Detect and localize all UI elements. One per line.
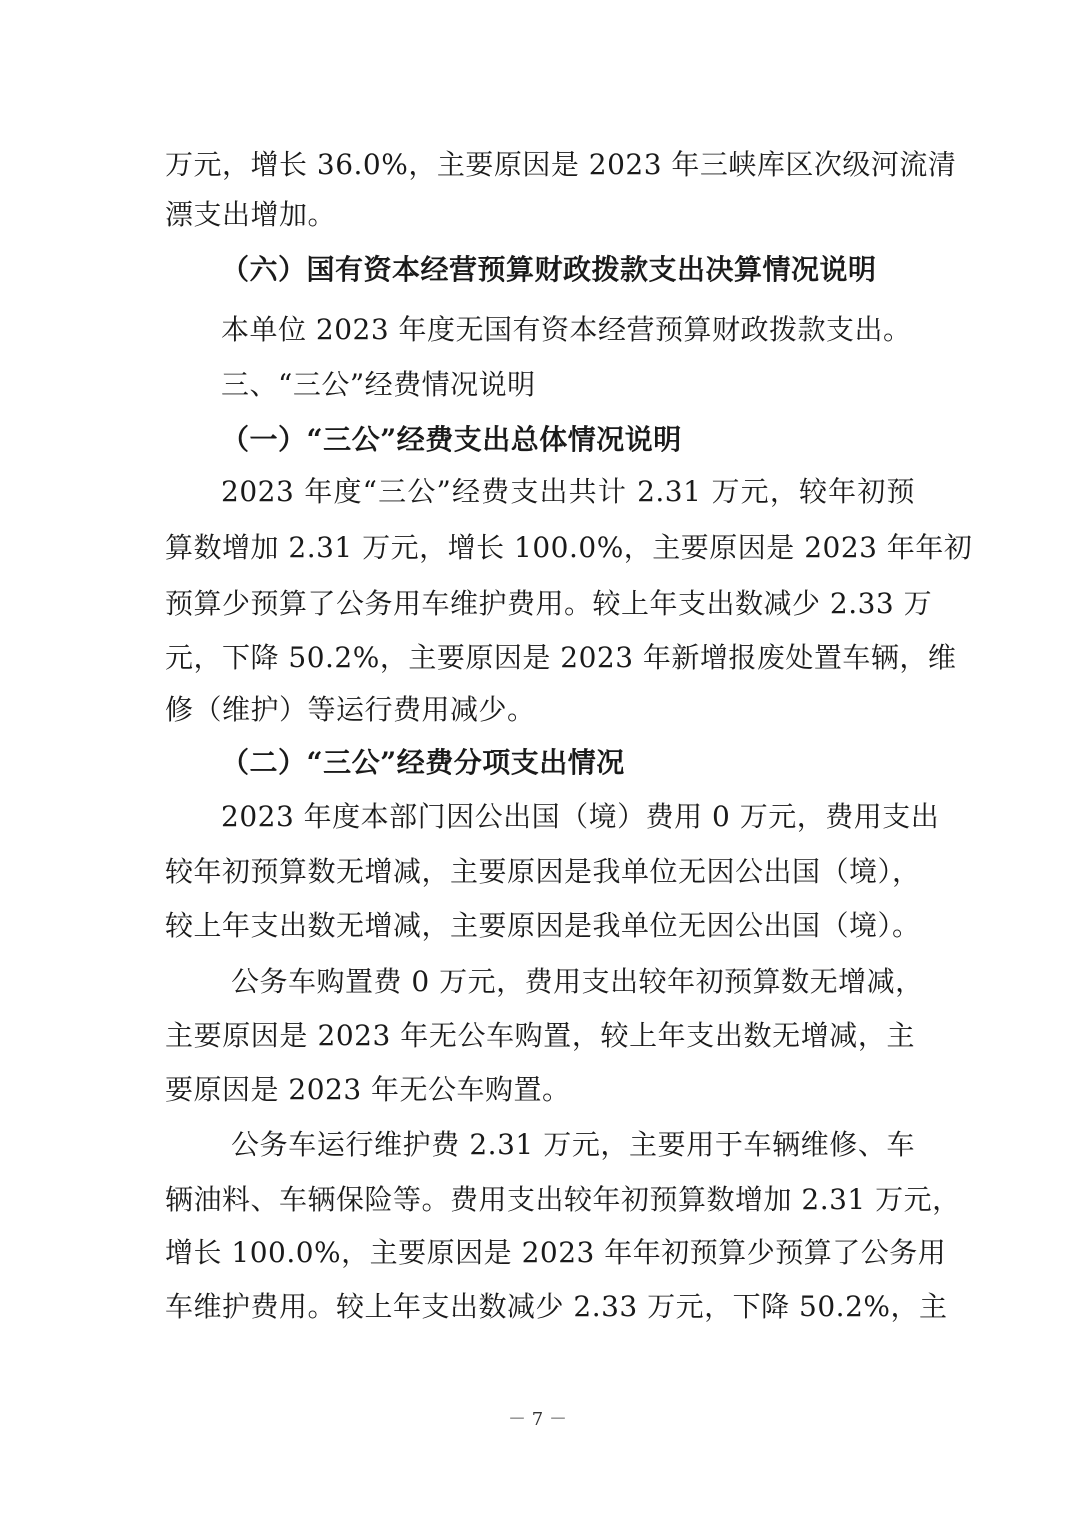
paragraph-line: 增长 100.0%，主要原因是 2023 年年初预算少预算了公务用	[165, 1236, 947, 1269]
paragraph-line: 较年初预算数无增减，主要原因是我单位无因公出国（境），	[165, 855, 921, 888]
paragraph-line: 较上年支出数无增减，主要原因是我单位无因公出国（境）。	[165, 909, 921, 942]
paragraph-line: 2023 年度本部门因公出国（境）费用 0 万元，费用支出	[221, 800, 940, 833]
paragraph-line: 辆油料、车辆保险等。费用支出较年初预算数增加 2.31 万元，	[165, 1183, 961, 1216]
paragraph-line: 算数增加 2.31 万元，增长 100.0%，主要原因是 2023 年年初	[165, 531, 973, 564]
paragraph-line: 本单位 2023 年度无国有资本经营预算财政拨款支出。	[221, 313, 912, 346]
paragraph-line: 预算少预算了公务用车维护费用。较上年支出数减少 2.33 万	[165, 587, 933, 620]
paragraph-line: 元，下降 50.2%，主要原因是 2023 年新增报废处置车辆，维	[165, 641, 957, 674]
paragraph-line: 2023 年度“三公”经费支出共计 2.31 万元，较年初预	[221, 475, 915, 508]
paragraph-line: 要原因是 2023 年无公车购置。	[165, 1073, 571, 1106]
paragraph-line: 公务车购置费 0 万元，费用支出较年初预算数无增减，	[231, 965, 924, 998]
paragraph-line: 公务车运行维护费 2.31 万元，主要用于车辆维修、车	[231, 1128, 915, 1161]
section-heading: （六）国有资本经营预算财政拨款支出决算情况说明	[221, 253, 877, 286]
paragraph-line: 万元，增长 36.0%，主要原因是 2023 年三峡库区次级河流清	[165, 148, 957, 181]
paragraph-line: 修（维护）等运行费用减少。	[165, 693, 536, 726]
paragraph-line: 漂支出增加。	[165, 198, 337, 231]
paragraph-line: 主要原因是 2023 年无公车购置，较上年支出数无增减，主	[165, 1019, 915, 1052]
section-heading: （二）“三公”经费分项支出情况	[221, 746, 625, 779]
page-number: － 7 －	[508, 1409, 567, 1430]
paragraph-line: 车维护费用。较上年支出数减少 2.33 万元，下降 50.2%，主	[165, 1290, 948, 1323]
section-heading: （一）“三公”经费支出总体情况说明	[221, 423, 682, 456]
section-heading: 三、“三公”经费情况说明	[221, 368, 536, 401]
